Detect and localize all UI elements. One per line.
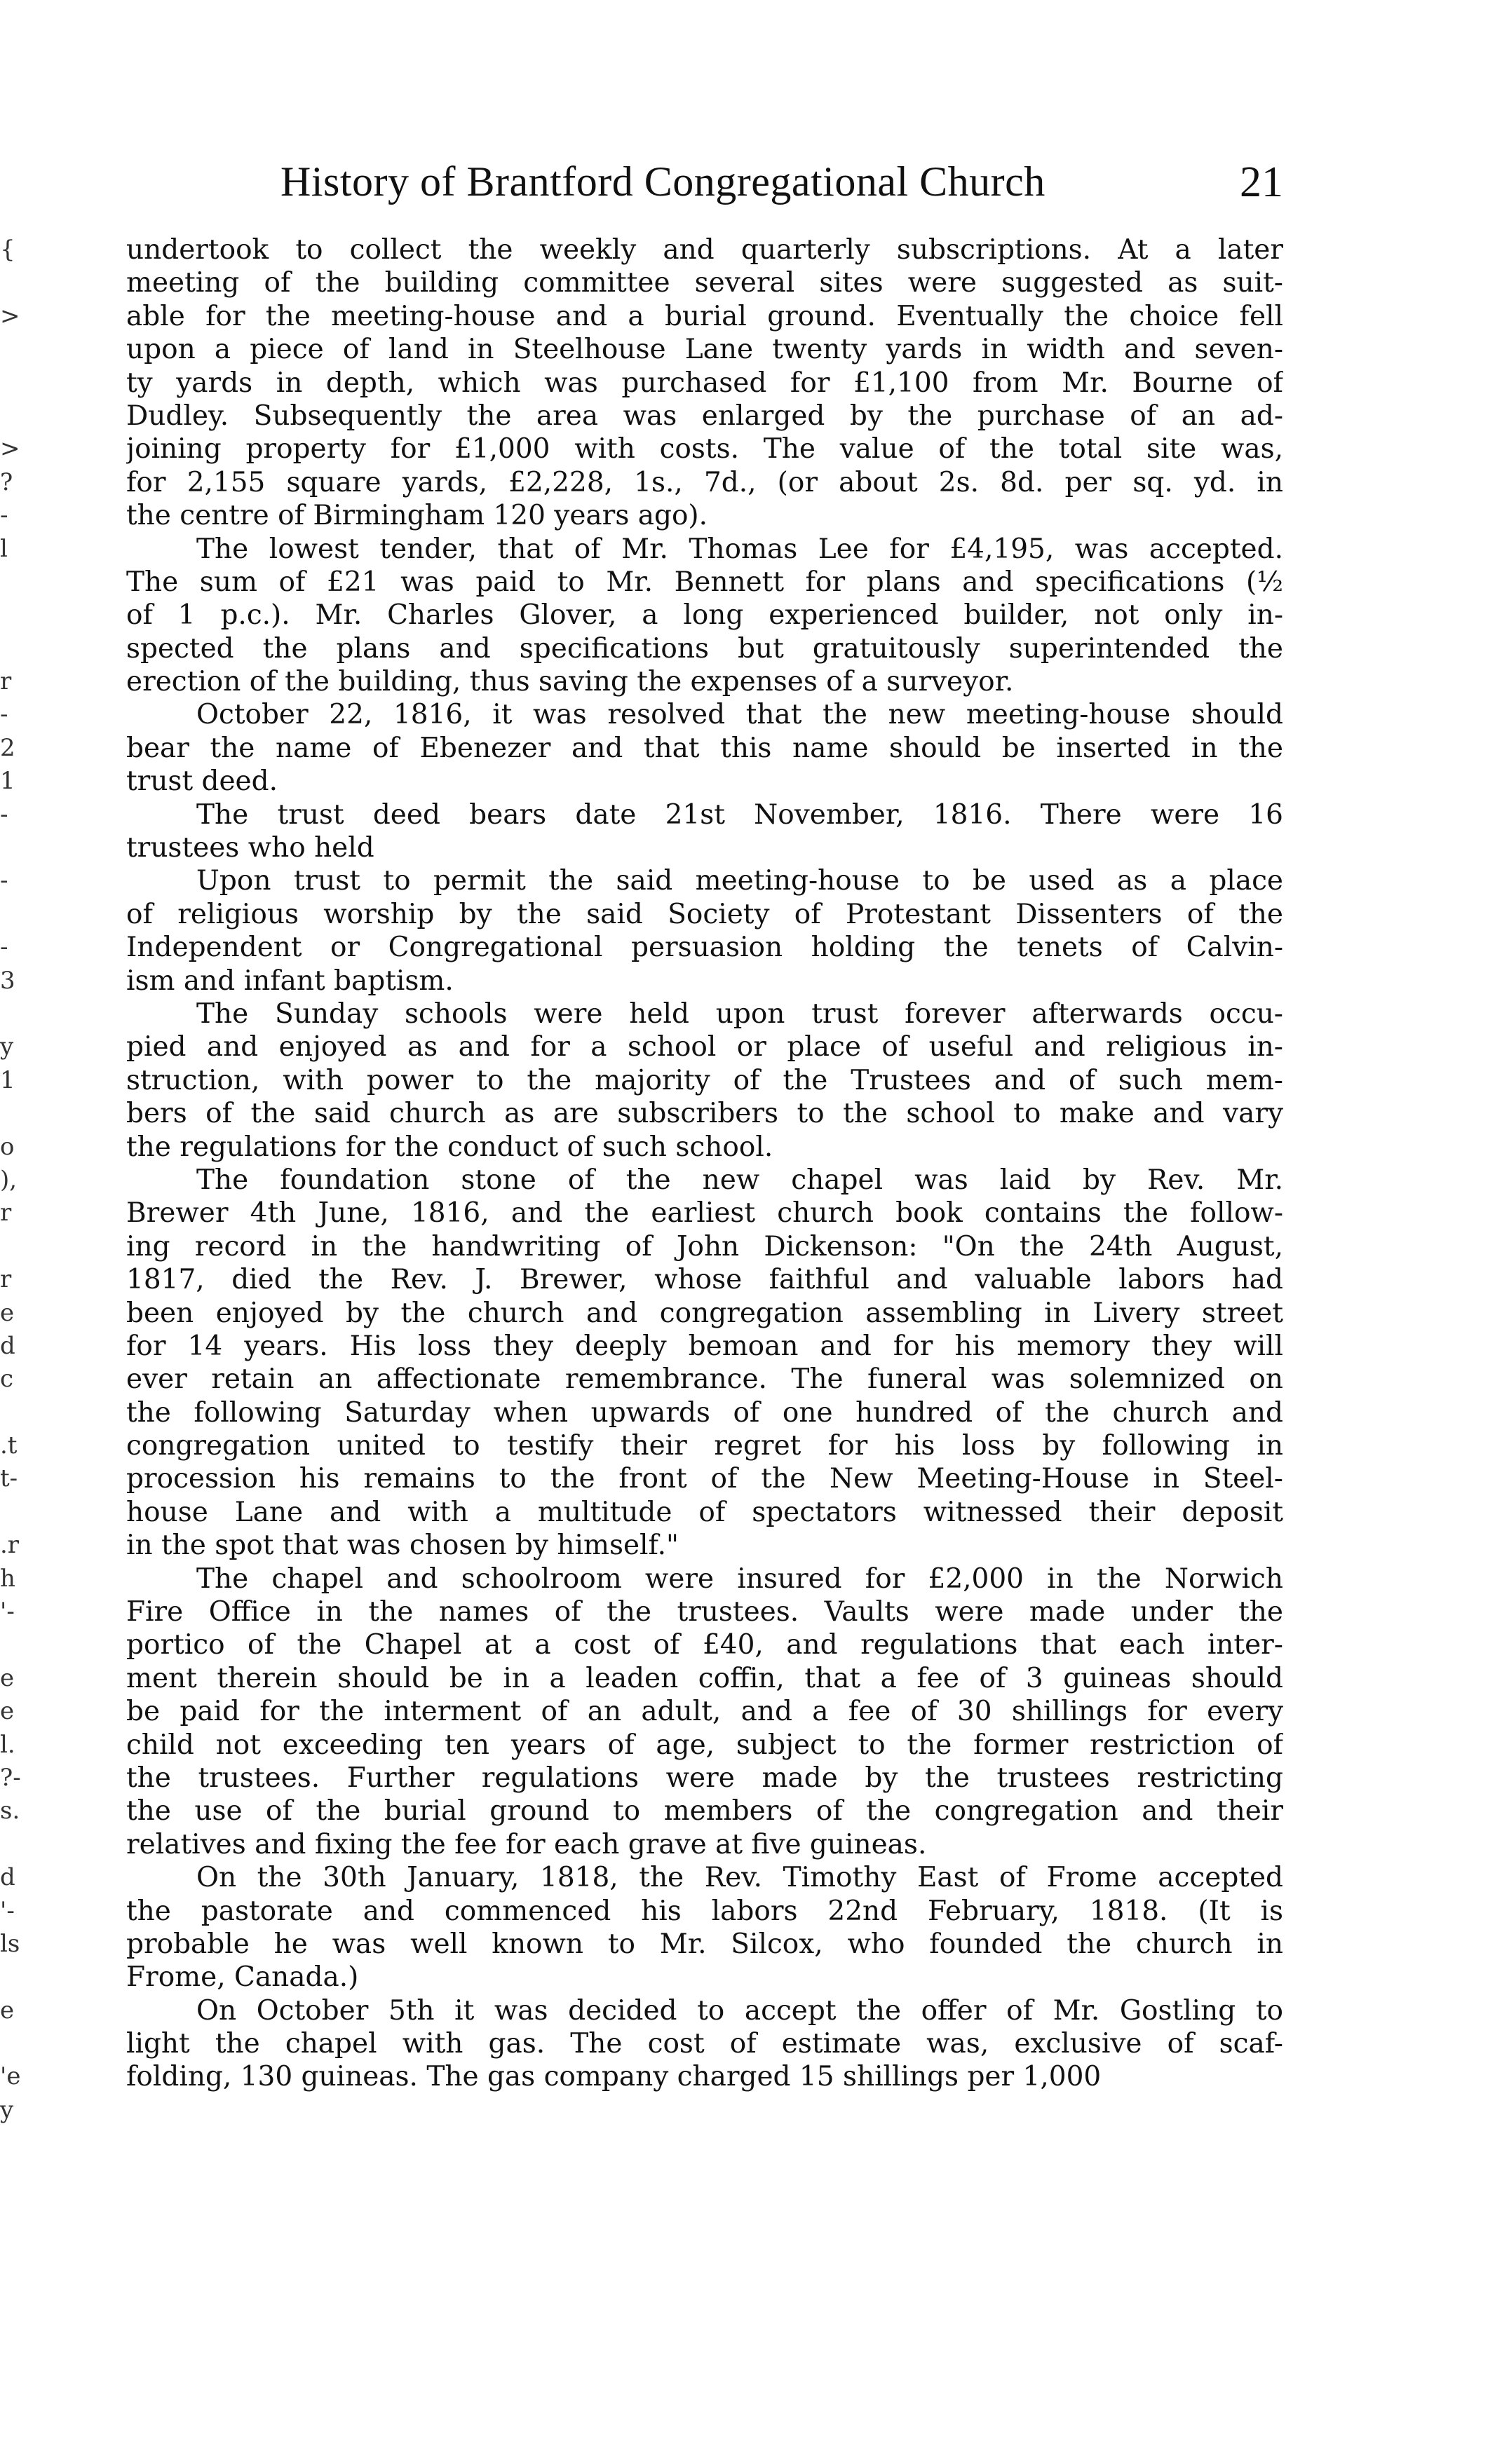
margin-fragment: 1 <box>0 1066 15 1094</box>
text-line: the use of the burial ground to members of the congregation and their <box>126 1795 1283 1827</box>
running-header <box>280 158 1283 221</box>
margin-fragment <box>0 898 63 931</box>
margin-fragment: > <box>0 435 20 463</box>
text-line: The trust deed bears date 21st November, 1816. There were 16 <box>196 798 1283 831</box>
margin-fragment: .t <box>0 1431 18 1460</box>
margin-fragment <box>0 1628 63 1661</box>
margin-fragment: 3 <box>0 966 15 995</box>
text-line: erection of the building, thus saving the expenses of a surveyor. <box>126 666 1014 698</box>
text-line: Brewer 4th June, 1816, and the earliest church book contains the follow- <box>126 1197 1283 1230</box>
text-line: 1817, died the Rev. J. Brewer, whose faithful and valuable labors had <box>126 1264 1283 1296</box>
margin-fragment <box>0 266 63 299</box>
margin-fragment: 'e <box>0 2062 21 2091</box>
margin-fragment: .r <box>0 1531 20 1560</box>
text-line: the pastorate and commenced his labors 22nd February, 1818. (It is <box>126 1895 1283 1927</box>
text-line: probable he was well known to Mr. Silcox, who founded the church in <box>126 1928 1283 1960</box>
text-line: The sum of £21 was paid to Mr. Bennett for plans and specifications (½ <box>126 566 1283 598</box>
text-line: spected the plans and specifications but gratuitously superintended the <box>126 632 1283 665</box>
text-line: Fire Office in the names of the trustees. Vaults were made under the <box>126 1596 1283 1628</box>
page-number: 21 <box>1240 158 1283 206</box>
margin-fragment <box>0 1097 63 1130</box>
margin-fragment <box>0 1828 63 1861</box>
margin-fragment: c <box>0 1365 14 1394</box>
text-line: ment therein should be in a leaden coffin, that a fee of 3 guineas should <box>126 1662 1283 1694</box>
margin-fragment: - <box>0 501 8 530</box>
margin-fragment: r <box>0 667 12 696</box>
text-line: in the spot that was chosen by himself." <box>126 1530 679 1562</box>
margin-fragment: 2 <box>0 733 15 762</box>
text-line: be paid for the interment of an adult, and a fee of 30 shillings for every <box>126 1696 1283 1728</box>
text-line: Upon trust to permit the said meeting-house to be used as a place <box>196 865 1283 897</box>
margin-fragment: h <box>0 1564 15 1593</box>
text-line: trustees who held <box>126 832 374 864</box>
running-title: History of Brantford Congregational Church <box>280 158 1046 205</box>
margin-fragment: o <box>0 1132 15 1161</box>
margin-fragment: > <box>0 301 20 330</box>
text-line: for 14 years. His loss they deeply bemoan and for his memory they will <box>126 1330 1283 1362</box>
margin-fragment <box>0 599 63 632</box>
text-line: the following Saturday when upwards of one hundred of the church and <box>126 1396 1283 1429</box>
text-line: Frome, Canada.) <box>126 1961 359 1994</box>
text-line: of religious worship by the said Society of Protestant Dissenters of the <box>126 898 1283 930</box>
margin-fragment <box>0 1961 63 1994</box>
text-line: ever retain an affectionate remembrance. The funeral was solemnized on <box>126 1363 1283 1396</box>
text-line: the regulations for the conduct of such school. <box>126 1131 773 1163</box>
margin-fragment <box>0 831 63 864</box>
margin-fragment: - <box>0 866 8 895</box>
margin-fragment <box>0 1230 63 1263</box>
margin-fragment: e <box>0 1996 15 2024</box>
margin-fragment: { <box>0 236 15 264</box>
margin-fragment: ? <box>0 468 13 496</box>
margin-fragment: r <box>0 1199 12 1227</box>
margin-fragment <box>0 998 63 1030</box>
text-line: procession his remains to the front of the New Meeting-House in Steel- <box>126 1463 1283 1495</box>
margin-fragment: - <box>0 800 8 829</box>
margin-fragment: r <box>0 1265 12 1294</box>
margin-fragment: t- <box>0 1464 18 1493</box>
text-line: been enjoyed by the church and congregation assembling in Livery street <box>126 1297 1283 1329</box>
margin-fragment: ), <box>0 1165 18 1194</box>
margin-fragment <box>0 632 63 665</box>
margin-fragment: 1 <box>0 767 15 796</box>
margin-fragment <box>0 1496 63 1529</box>
text-line: undertook to collect the weekly and quarterly subscriptions. At a later <box>126 234 1283 266</box>
text-line: The foundation stone of the new chapel was laid by Rev. Mr. <box>196 1164 1283 1196</box>
text-line: The Sunday schools were held upon trust forever afterwards occu- <box>196 998 1283 1030</box>
text-line: of 1 p.c.). Mr. Charles Glover, a long experienced builder, not only in- <box>126 599 1283 632</box>
margin-fragment: l. <box>0 1730 15 1759</box>
margin-fragment: ?- <box>0 1763 21 1792</box>
text-line: joining property for £1,000 with costs. The value of the total site was, <box>126 433 1283 465</box>
margin-fragment: - <box>0 933 8 962</box>
text-line: October 22, 1816, it was resolved that the new meeting-house should <box>196 699 1283 731</box>
text-line: relatives and fixing the fee for each grave at five guineas. <box>126 1828 927 1860</box>
margin-fragment: e <box>0 1663 15 1692</box>
margin-fragment <box>0 1396 63 1429</box>
text-line: folding, 130 guineas. The gas company charged 15 shillings per 1,000 <box>126 2061 1102 2093</box>
text-line: pied and enjoyed as and for a school or place of useful and religious in- <box>126 1031 1283 1063</box>
margin-fragment: y <box>0 1033 14 1061</box>
margin-fragments <box>0 233 63 2127</box>
margin-fragment: l <box>0 534 8 563</box>
text-line: bear the name of Ebenezer and that this name should be inserted in the <box>126 732 1283 764</box>
text-line: portico of the Chapel at a cost of £40, and regulations that each inter- <box>126 1629 1283 1661</box>
margin-fragment: y <box>0 2095 14 2124</box>
text-line: house Lane and with a multitude of spectators witnessed their deposit <box>126 1496 1283 1528</box>
text-line: upon a piece of land in Steelhouse Lane twenty yards in width and seven- <box>126 334 1283 366</box>
text-line: the centre of Birmingham 120 years ago). <box>126 500 708 532</box>
text-line: The lowest tender, that of Mr. Thomas Lee for £4,195, was accepted. <box>196 533 1283 565</box>
text-line: The chapel and schoolroom were insured for £2,000 in the Norwich <box>196 1563 1283 1595</box>
text-line: On October 5th it was decided to accept the offer of Mr. Gostling to <box>196 1994 1283 2027</box>
margin-fragment: ls <box>0 1929 20 1958</box>
text-line: child not exceeding ten years of age, subject to the former restriction of <box>126 1729 1283 1761</box>
margin-fragment: e <box>0 1298 15 1327</box>
text-line: bers of the said church as are subscribers to the school to make and vary <box>126 1098 1283 1130</box>
text-line: trust deed. <box>126 765 278 798</box>
text-line: for 2,155 square yards, £2,228, 1s., 7d., (or about 2s. 8d. per sq. yd. in <box>126 466 1283 498</box>
margin-fragment <box>0 333 63 366</box>
text-line: light the chapel with gas. The cost of estimate was, exclusive of scaf- <box>126 2028 1283 2060</box>
text-line: congregation united to testify their regret for his loss by following in <box>126 1430 1283 1462</box>
margin-fragment: - <box>0 700 8 729</box>
margin-fragment: d <box>0 1331 15 1360</box>
body-text <box>126 233 1283 2094</box>
text-line: ty yards in depth, which was purchased for £1,100 from Mr. Bourne of <box>126 367 1283 399</box>
text-line: struction, with power to the majority of the Trustees and of such mem- <box>126 1064 1283 1096</box>
text-line: Dudley. Subsequently the area was enlarged by the purchase of an ad- <box>126 400 1283 432</box>
margin-fragment <box>0 400 63 433</box>
text-line: ing record in the handwriting of John Dickenson: "On the 24th August, <box>126 1230 1283 1262</box>
margin-fragment: '- <box>0 1896 15 1925</box>
margin-fragment: d <box>0 1863 15 1892</box>
margin-fragment: s. <box>0 1797 20 1825</box>
text-line: Independent or Congregational persuasion holding the tenets of Calvin- <box>126 932 1283 964</box>
margin-fragment: e <box>0 1697 15 1726</box>
margin-fragment: '- <box>0 1598 15 1626</box>
margin-fragment <box>0 566 63 599</box>
text-line: meeting of the building committee several sites were suggested as suit- <box>126 267 1283 299</box>
text-line: On the 30th January, 1818, the Rev. Timothy East of Frome accepted <box>196 1862 1283 1894</box>
margin-fragment <box>0 2027 63 2060</box>
margin-fragment <box>0 367 63 400</box>
text-line: ism and infant baptism. <box>126 965 454 997</box>
text-line: the trustees. Further regulations were made by the trustees restricting <box>126 1762 1283 1794</box>
text-line: able for the meeting-house and a burial ground. Eventually the choice fell <box>126 300 1283 332</box>
